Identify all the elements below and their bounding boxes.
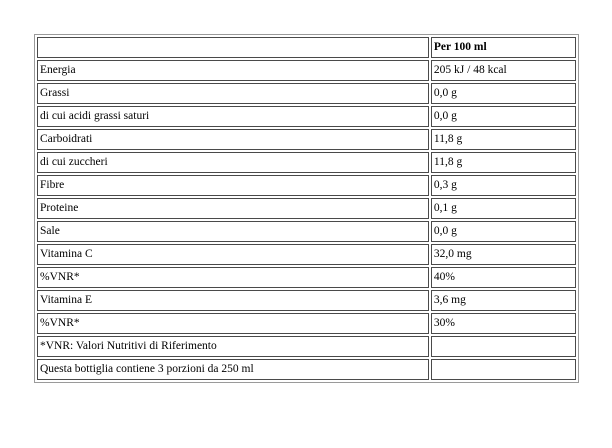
nutrient-value: 0,0 g: [431, 106, 576, 127]
footnote-value: [431, 336, 576, 357]
table-row: [37, 244, 576, 265]
nutrient-value: 30%: [431, 313, 576, 334]
table-row: [37, 198, 576, 219]
nutrient-value: 40%: [431, 267, 576, 288]
table-row: [37, 60, 576, 81]
nutrient-value: 11,8 g: [431, 152, 576, 173]
nutrient-label: di cui acidi grassi saturi: [37, 106, 429, 127]
table-row: [37, 313, 576, 334]
serving-note-label: Questa bottiglia contiene 3 porzioni da 250 ml: [37, 359, 429, 380]
nutrient-label: di cui zuccheri: [37, 152, 429, 173]
nutrient-label: Grassi: [37, 83, 429, 104]
table-row: [37, 336, 576, 357]
header-label-cell: [37, 37, 429, 58]
table-row: [37, 290, 576, 311]
nutrient-value: 11,8 g: [431, 129, 576, 150]
table-row: [37, 175, 576, 196]
nutrient-value: 3,6 mg: [431, 290, 576, 311]
nutrient-value: 0,1 g: [431, 198, 576, 219]
nutrient-label: Vitamina C: [37, 244, 429, 265]
table-row: [37, 221, 576, 242]
table-row: [37, 359, 576, 380]
nutrient-label: Vitamina E: [37, 290, 429, 311]
nutrient-label: %VNR*: [37, 313, 429, 334]
nutrient-value: 0,0 g: [431, 83, 576, 104]
table-row: [37, 106, 576, 127]
nutrition-table: [34, 34, 579, 383]
table-row: [37, 267, 576, 288]
serving-note-value: [431, 359, 576, 380]
nutrient-label: Carboidrati: [37, 129, 429, 150]
footnote-label: *VNR: Valori Nutritivi di Riferimento: [37, 336, 429, 357]
nutrient-label: Sale: [37, 221, 429, 242]
nutrient-label: Fibre: [37, 175, 429, 196]
nutrient-label: Energia: [37, 60, 429, 81]
nutrient-value: 205 kJ / 48 kcal: [431, 60, 576, 81]
nutrient-label: Proteine: [37, 198, 429, 219]
table-row: [37, 152, 576, 173]
table-row: [37, 129, 576, 150]
nutrient-value: 0,0 g: [431, 221, 576, 242]
nutrient-value: 0,3 g: [431, 175, 576, 196]
table-row: [37, 83, 576, 104]
header-value-cell: Per 100 ml: [431, 37, 576, 58]
nutrient-label: %VNR*: [37, 267, 429, 288]
table-header-row: [37, 37, 576, 58]
nutrient-value: 32,0 mg: [431, 244, 576, 265]
